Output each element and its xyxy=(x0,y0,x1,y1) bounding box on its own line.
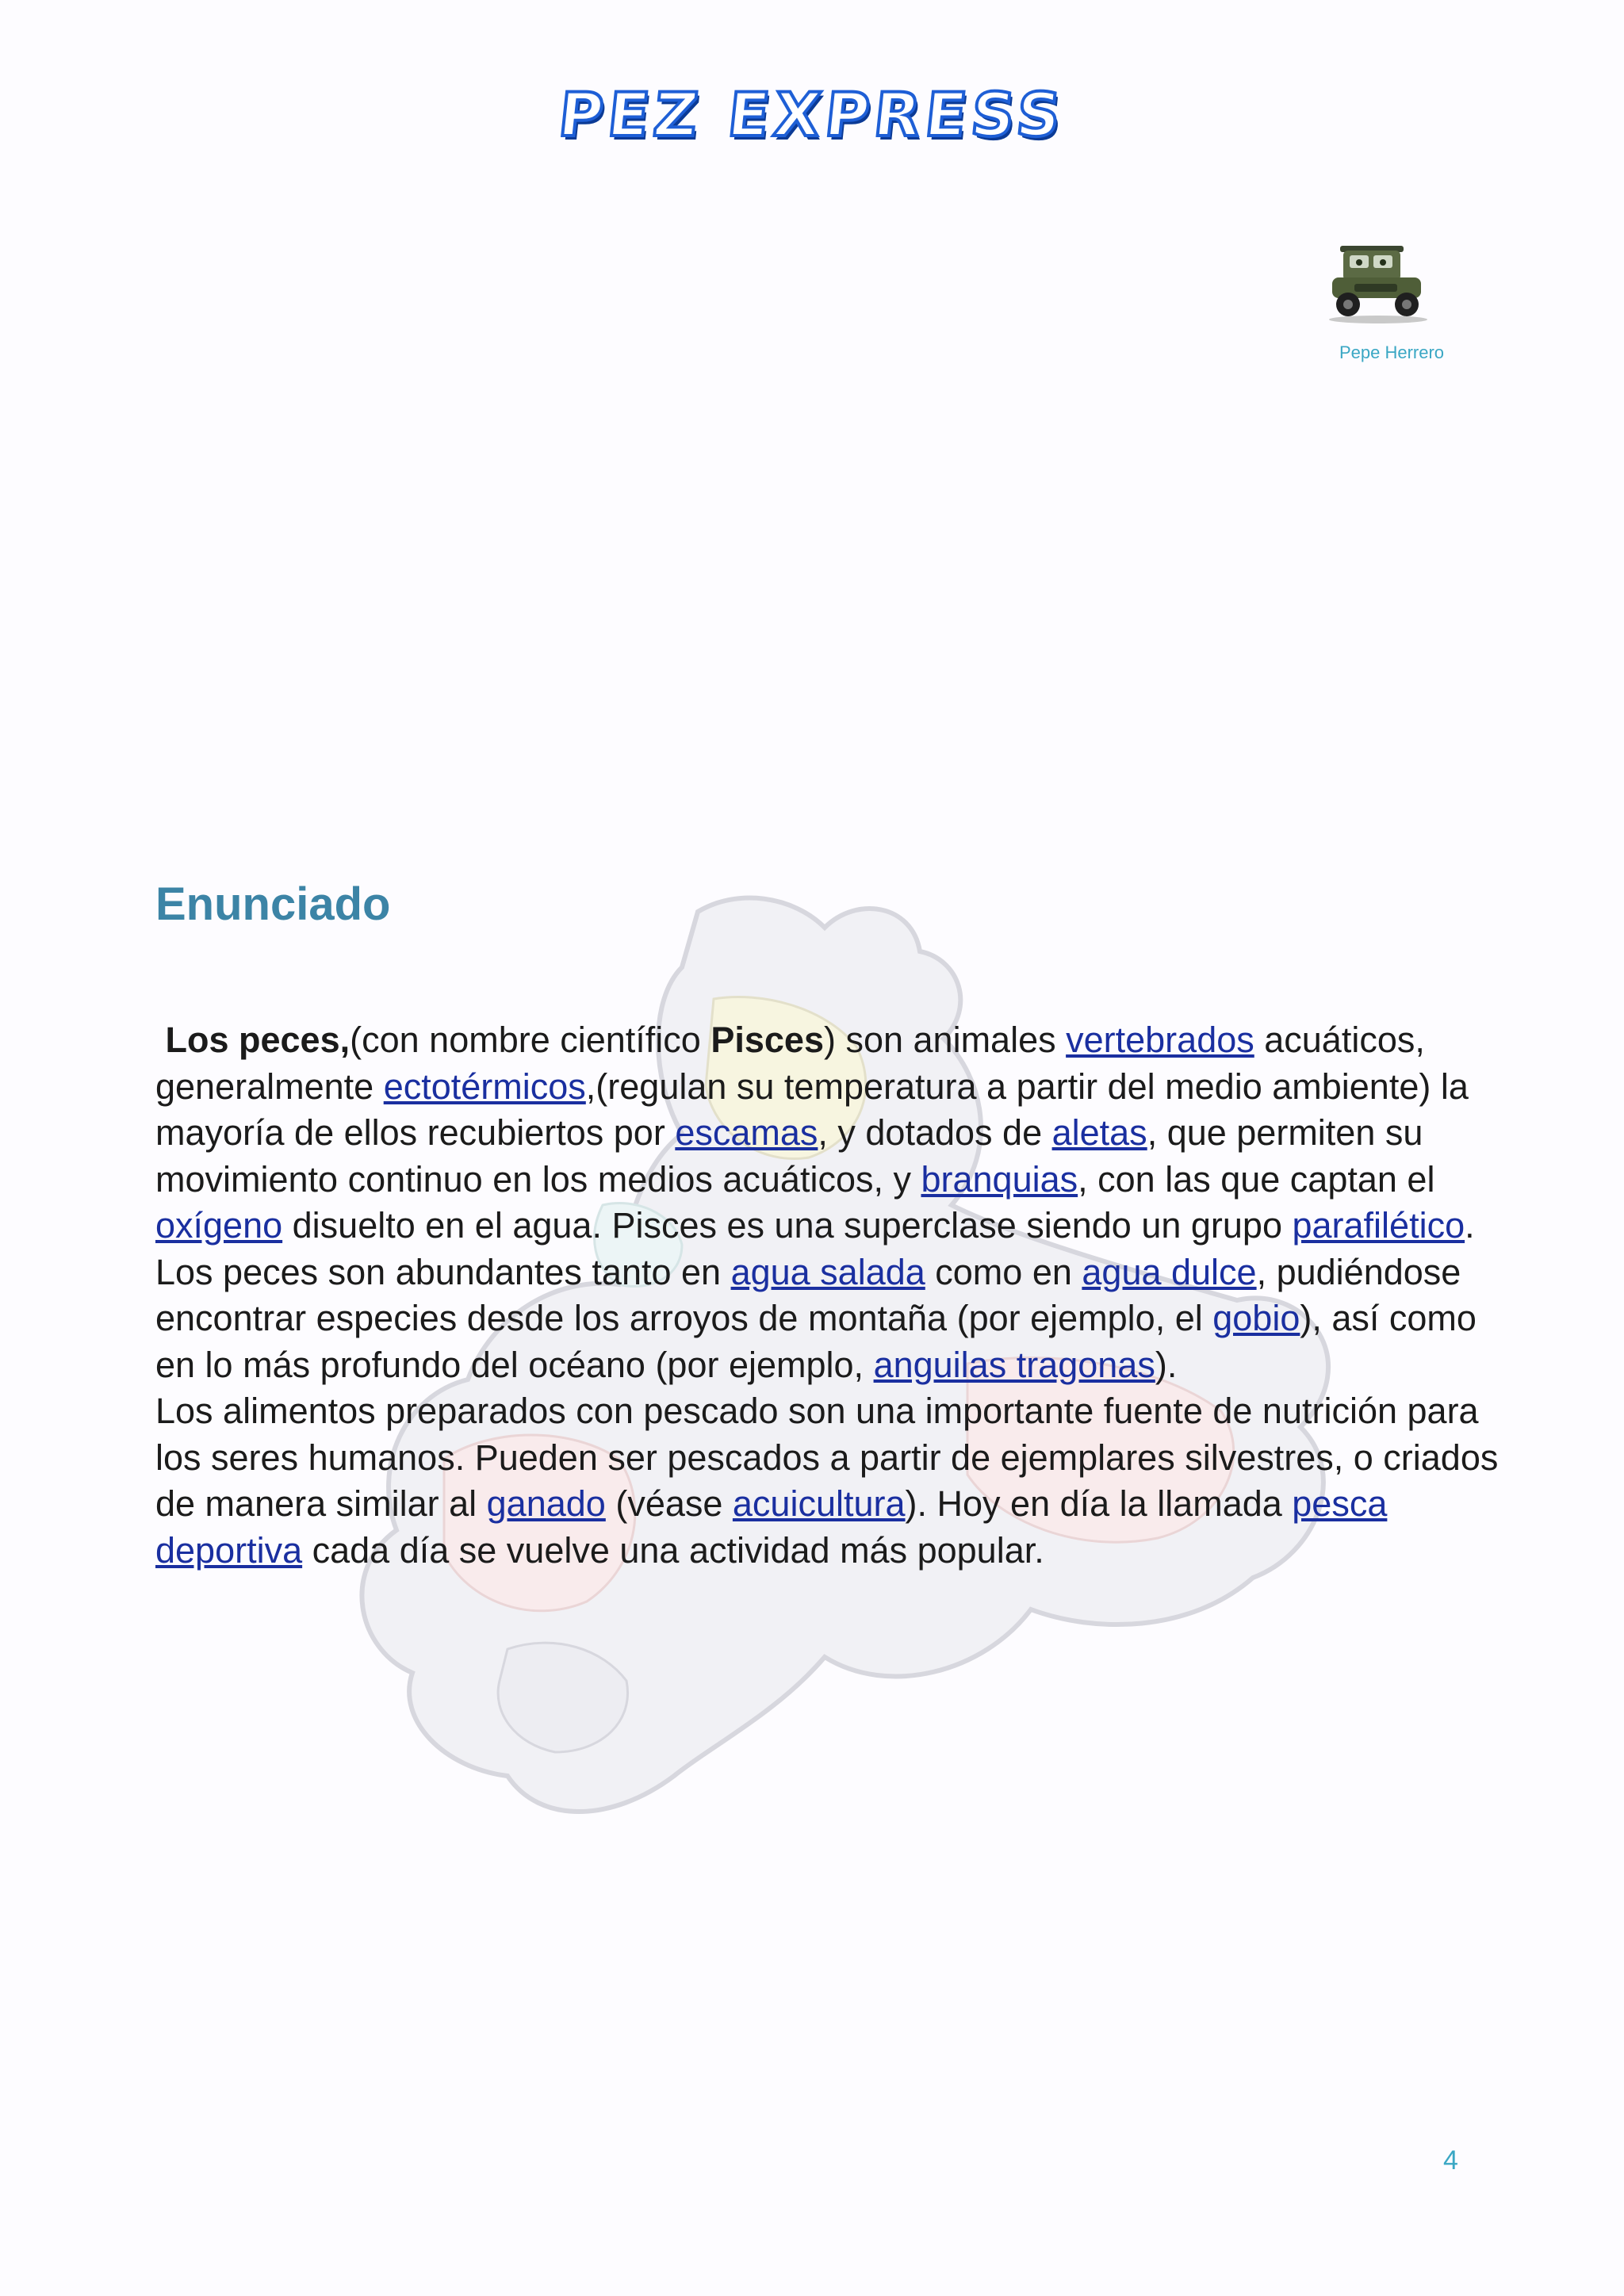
bold-term-pisces: Pisces xyxy=(710,1020,824,1060)
link-agua-dulce[interactable]: agua dulce xyxy=(1082,1251,1257,1292)
link-escamas[interactable]: escamas xyxy=(675,1112,818,1153)
text-span: ), así como en lo más profundo del océano (por ejemplo, xyxy=(155,1298,1477,1385)
bold-term-los-peces: Los peces, xyxy=(165,1020,350,1060)
link-aletas[interactable]: aletas xyxy=(1051,1112,1147,1153)
text-span: Los peces son abundantes tanto en xyxy=(155,1251,731,1292)
text-span: Los alimentos preparados con pescado son una importante fuente de nutrición para los seres humanos. Pueden ser pescados a partir de ejemplares silvestres, o criados de manera similar al xyxy=(155,1391,1499,1524)
text-span: (véase xyxy=(605,1483,733,1524)
text-span: ). xyxy=(1155,1344,1178,1385)
link-oxigeno[interactable]: oxígeno xyxy=(155,1205,283,1246)
link-ectotermicos[interactable]: ectotérmicos xyxy=(383,1066,586,1107)
text-span: acuáticos, generalmente xyxy=(155,1020,1425,1107)
link-acuicultura[interactable]: acuicultura xyxy=(732,1483,906,1524)
link-branquias[interactable]: branquias xyxy=(921,1158,1078,1200)
text-span: , pudiéndose encontrar especies desde los arroyos de montaña (por ejemplo, el xyxy=(155,1251,1461,1338)
page-number: 4 xyxy=(1443,2145,1458,2175)
text-span: ). Hoy en día la llamada xyxy=(905,1483,1293,1524)
link-parafiletico[interactable]: parafilético xyxy=(1292,1205,1465,1246)
body-text xyxy=(155,1017,1503,1574)
link-vertebrados[interactable]: vertebrados xyxy=(1066,1020,1254,1060)
text-span: , y dotados de xyxy=(818,1112,1052,1153)
text-span: cada día se vuelve una actividad más popular. xyxy=(302,1529,1044,1571)
text-span: (con nombre científico xyxy=(350,1020,711,1060)
text-span: como en xyxy=(925,1251,1082,1292)
paragraph-2 xyxy=(155,1249,1503,1389)
section-heading: Enunciado xyxy=(155,878,391,930)
link-pesca-deportiva[interactable]: pesca deportiva xyxy=(155,1483,1388,1571)
link-ganado[interactable]: ganado xyxy=(486,1483,606,1524)
document-title: PEZ EXPRESS xyxy=(555,79,1069,150)
paragraph-3 xyxy=(155,1388,1503,1574)
text-span: ) son animales xyxy=(823,1020,1067,1060)
paragraph-1 xyxy=(155,1017,1503,1249)
link-anguilas-tragonas[interactable]: anguilas tragonas xyxy=(873,1344,1155,1385)
jeep-icon xyxy=(1323,238,1434,325)
text-span: ,(regulan su temperatura a partir del medio ambiente) la mayoría de ellos recubiertos por xyxy=(155,1066,1469,1153)
author-caption: Pepe Herrero xyxy=(1339,342,1445,362)
link-agua-salada[interactable]: agua salada xyxy=(730,1251,925,1292)
text-span: . xyxy=(1465,1205,1475,1246)
text-span: disuelto en el agua. Pisces es una superclase siendo un grupo xyxy=(282,1205,1293,1246)
text-span: , que permiten su movimiento continuo en los medios acuáticos, y xyxy=(155,1112,1423,1200)
link-gobio[interactable]: gobio xyxy=(1212,1298,1300,1338)
text-span: , con las que captan el xyxy=(1078,1158,1435,1200)
